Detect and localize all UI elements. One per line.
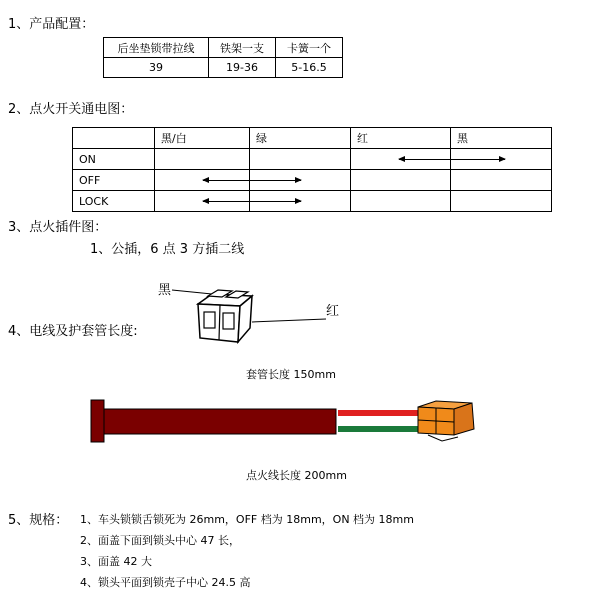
ignition-header-red: 红 (351, 128, 451, 149)
orange-connector (418, 401, 474, 441)
wire-length-label: 点火线长度 200mm (246, 469, 347, 482)
ignition-header-black: 黑 (451, 128, 552, 149)
red-white-wire (338, 410, 418, 418)
spec-item-3: 3、面盖 42 大 (80, 555, 152, 568)
label-black: 黑 (158, 283, 172, 298)
config-value-2: 19-36 (209, 58, 276, 78)
config-value-3: 5-16.5 (276, 58, 343, 78)
ignition-header-blank (73, 128, 155, 149)
row-label-lock: LOCK (73, 191, 155, 212)
green-white-wire (338, 424, 418, 432)
section2-heading: 2、点火开关通电图： (8, 102, 134, 117)
ignition-table (72, 127, 552, 212)
ignition-header-black-white: 黑/白 (155, 128, 250, 149)
section1-heading: 1、产品配置： (8, 17, 95, 32)
config-header-2: 铁架一支 (209, 38, 276, 58)
plug-connector-drawing (160, 282, 330, 352)
sleeve-length-label: 套管长度 150mm (246, 368, 336, 381)
config-value-1: 39 (104, 58, 209, 78)
section3-heading: 3、点火插件图： (8, 220, 108, 235)
sleeve-end-cap (91, 400, 104, 442)
config-header-1: 后坐垫锁带拉线 (104, 38, 209, 58)
product-config-table (103, 37, 343, 78)
spec-item-4: 4、锁头平面到锁壳子中心 24.5 高 (80, 576, 251, 589)
label-red: 红 (326, 304, 340, 319)
row-label-on: ON (73, 149, 155, 170)
config-header-3: 卡簧一个 (276, 38, 343, 58)
section4-heading: 4、电线及护套管长度: (8, 324, 138, 339)
wire-assembly-drawing (88, 395, 483, 450)
ignition-header-green: 绿 (250, 128, 351, 149)
protective-sleeve (104, 409, 336, 434)
black-wire-leader (172, 290, 212, 294)
plug-description: 1、公插，6 点 3 方插二线 (90, 242, 245, 257)
section5-heading: 5、规格： (8, 513, 69, 528)
row-label-off: OFF (73, 170, 155, 191)
spec-item-1: 1、车头锁锁舌锁死为 26mm，OFF 档为 18mm，ON 档为 18mm (80, 513, 414, 526)
red-wire-leader (252, 319, 326, 322)
spec-item-2: 2、面盖下面到锁头中心 47 长， (80, 534, 240, 547)
